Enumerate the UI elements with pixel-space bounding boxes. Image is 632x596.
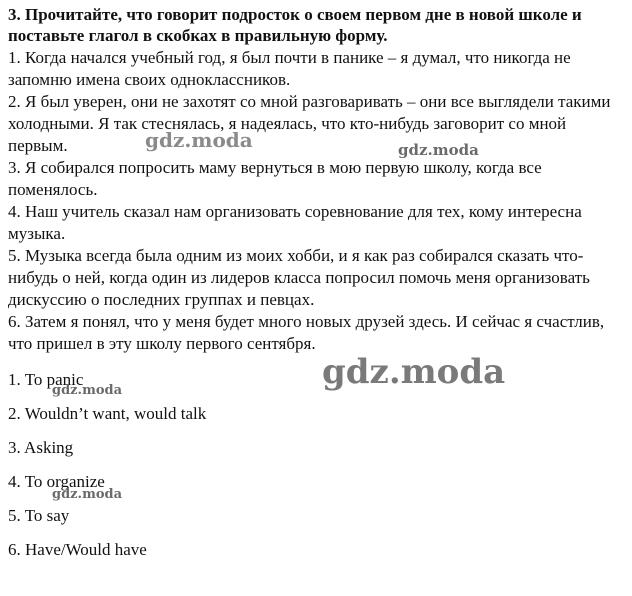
sentence-1: 1. Когда начался учебный год, я был почти в панике – я думал, что никогда не запомню имена своих одноклассников. [8, 48, 571, 89]
watermark-3: gdz.moda [322, 352, 506, 392]
answer-1: 1. To panic [8, 370, 84, 389]
sentence-3: 3. Я собирался попросить маму вернуться в мою первую школу, когда все поменялось. [8, 158, 542, 199]
answers-list [8, 369, 624, 573]
sentence-6: 6. Затем я понял, что у меня будет много новых друзей здесь. И сейчас я счастлив, что пришел в эту школу первого сентября. [8, 312, 605, 353]
answer-5: 5. To say [8, 506, 70, 525]
answer-4: 4. To organize [8, 472, 105, 491]
sentence-5: 5. Музыка всегда была одним из моих хобби, и я как раз собирался сказать что-нибудь о ней, когда один из лидеров класса попросил помочь меня организовать дискуссию о последних группах и певцах. [8, 246, 590, 309]
sentence-2: 2. Я был уверен, они не захотят со мной разговаривать – они все выглядели такими холодными. Я так стеснялась, я надеялась, что кто-нибудь заговорит со мной первым. [8, 92, 611, 155]
answer-6: 6. Have/Would have [8, 540, 147, 559]
watermark-4: gdz.moda [52, 383, 123, 398]
watermark-5: gdz.moda [52, 487, 123, 502]
answer-3: 3. Asking [8, 438, 74, 457]
watermark-1: gdz.moda [145, 128, 253, 152]
sentence-4: 4. Наш учитель сказал нам организовать соревнование для тех, кому интересна музыка. [8, 202, 582, 243]
task-title: 3. Прочитайте, что говорит подросток о своем первом дне в новой школе и поставьте глагол в скобках в правильную форму. [8, 5, 582, 45]
watermark-2: gdz.moda [398, 141, 479, 159]
answer-2: 2. Wouldn’t want, would talk [8, 404, 207, 423]
